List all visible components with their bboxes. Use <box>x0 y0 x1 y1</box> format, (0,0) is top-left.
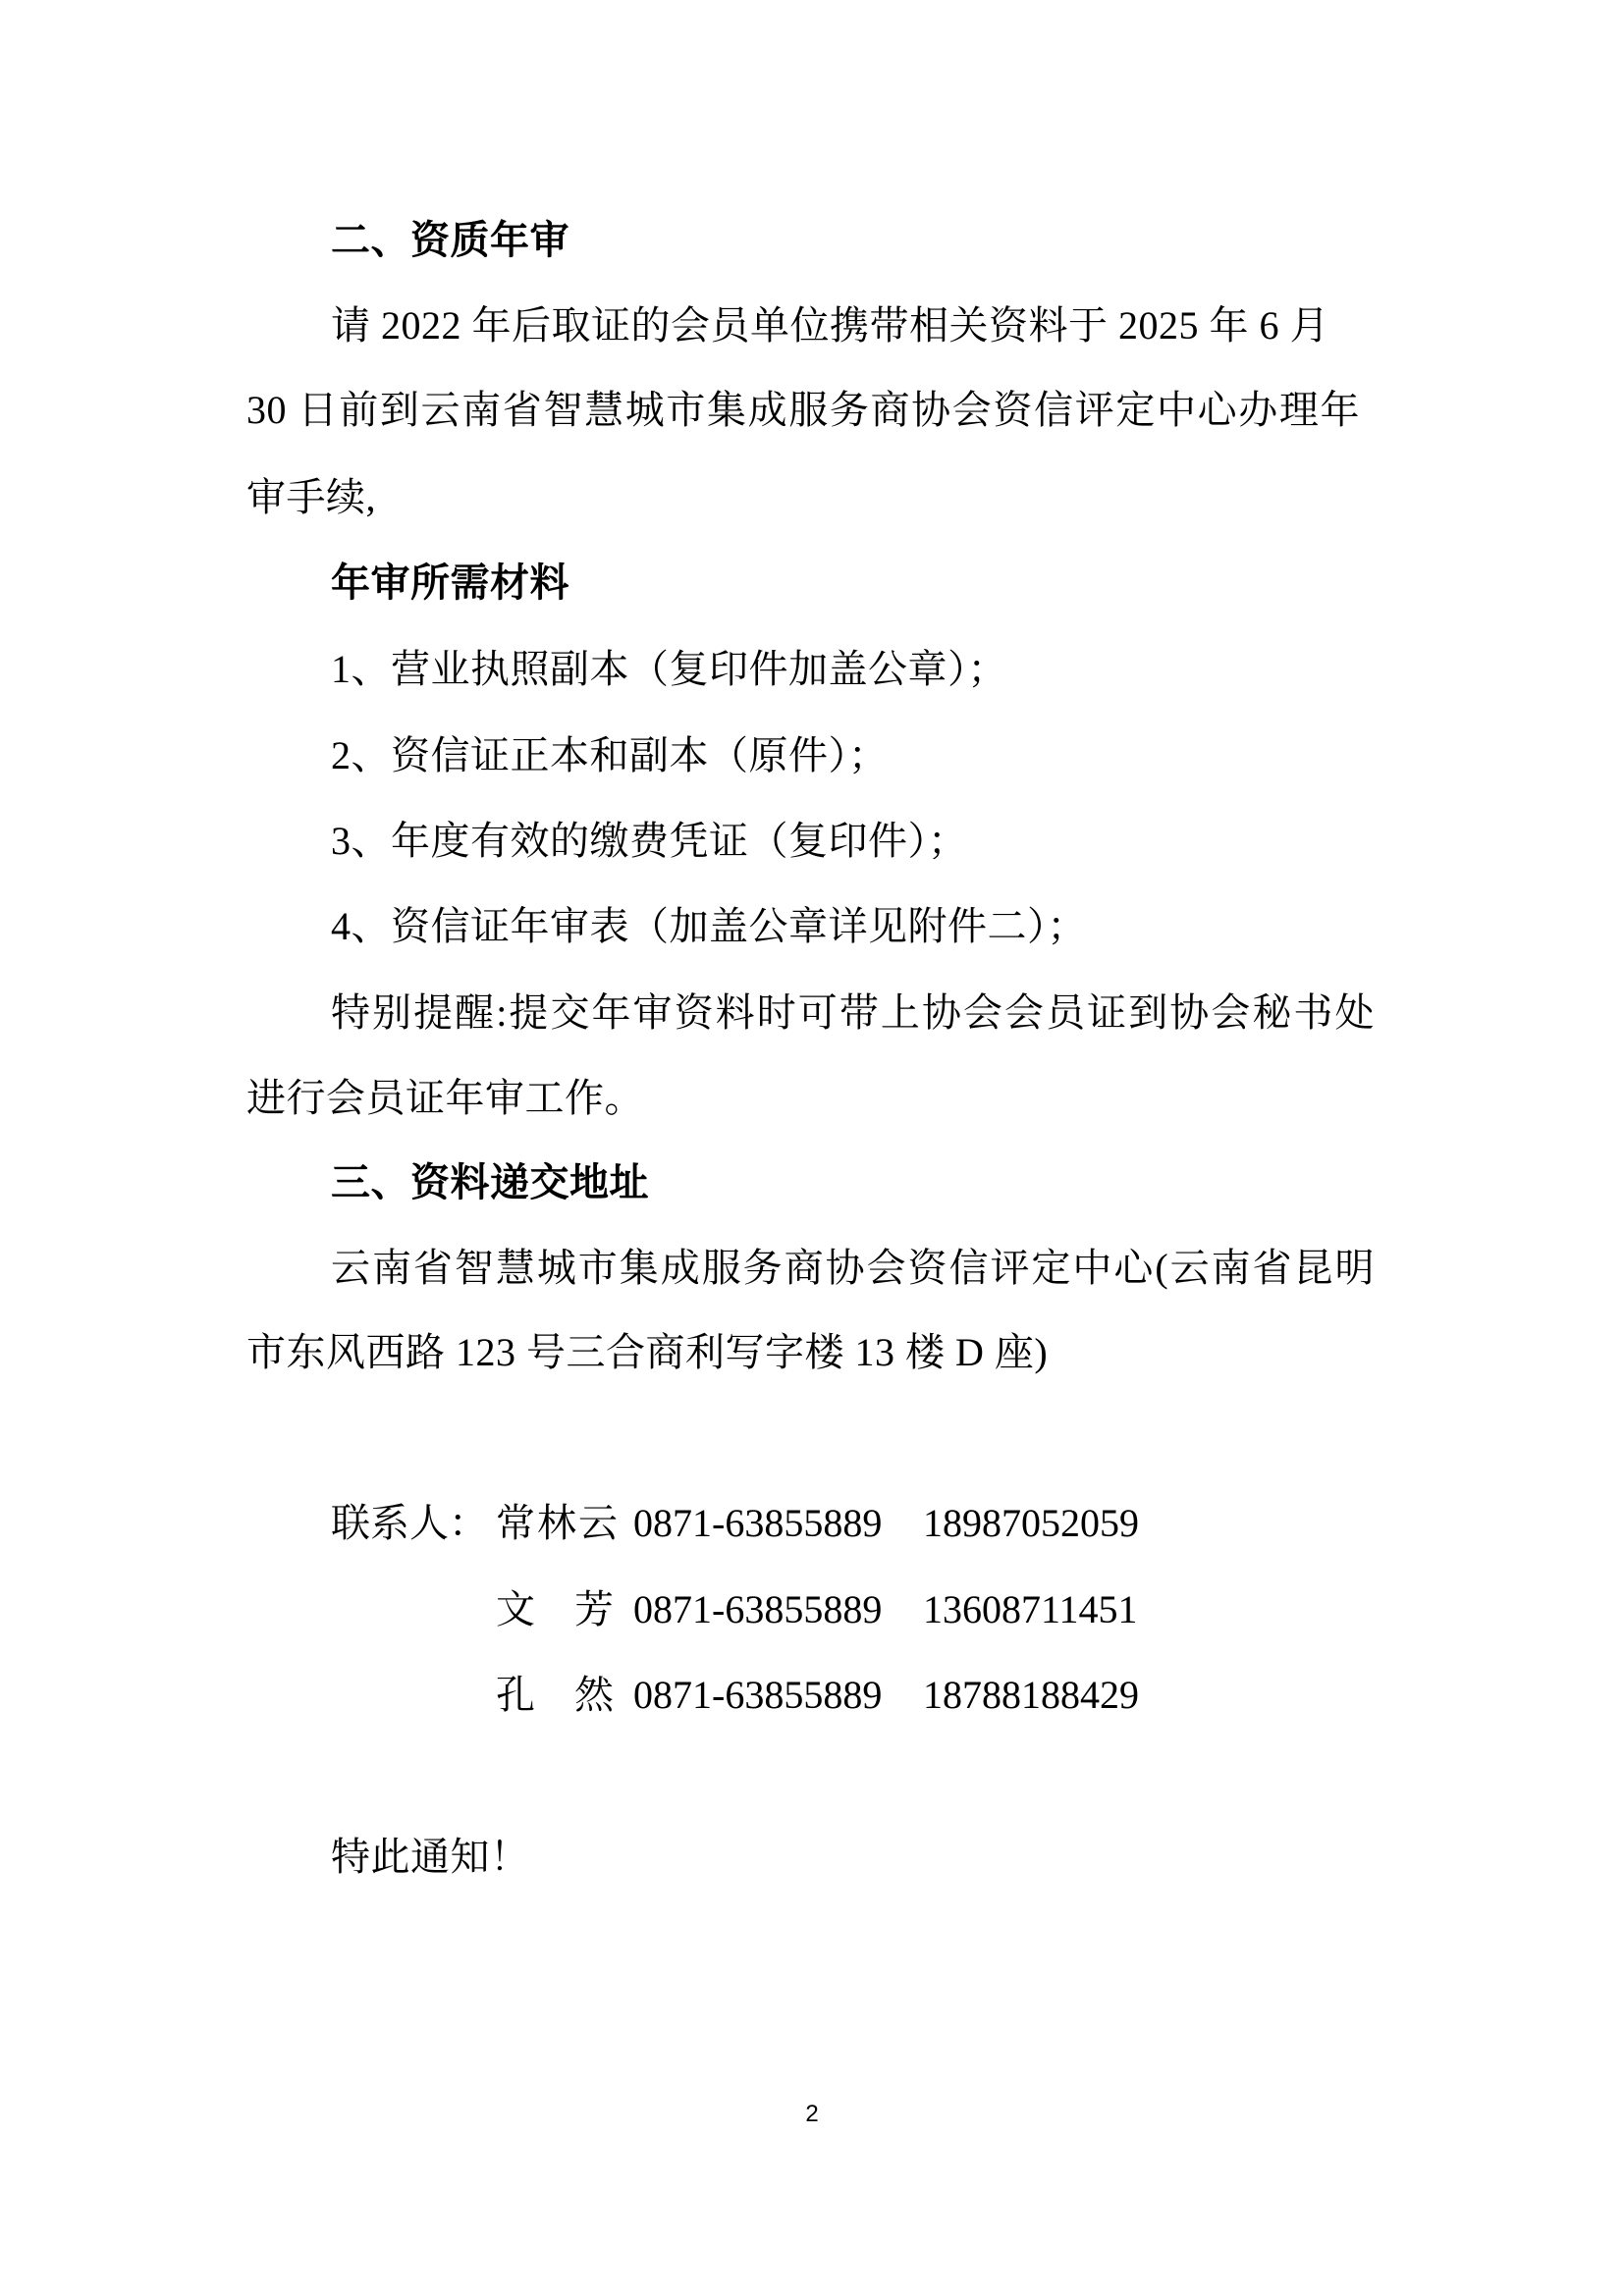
contact-mobile: 18788188429 <box>923 1673 1139 1717</box>
section-heading-submission-address: 三、资料递交地址 <box>331 1160 649 1204</box>
special-reminder-line: 特别提醒:提交年审资料时可带上协会会员证到协会秘书处 <box>331 991 1375 1035</box>
special-reminder-line: 进行会员证年审工作。 <box>246 1076 644 1120</box>
paragraph-line: 审手续, <box>246 475 376 519</box>
page-number: 2 <box>805 2101 819 2127</box>
section-heading-qualification-review: 二、资质年审 <box>331 218 569 262</box>
contact-name: 常林云 <box>496 1501 618 1545</box>
materials-heading: 年审所需材料 <box>331 561 569 605</box>
contact-name: 文 芳 <box>496 1587 614 1631</box>
address-line: 云南省智慧城市集成服务商协会资信评定中心(云南省昆明 <box>331 1247 1375 1290</box>
paragraph-line: 请 2022 年后取证的会员单位携带相关资料于 2025 年 6 月 <box>331 303 1329 347</box>
contact-name: 孔 然 <box>496 1673 614 1717</box>
materials-list-item: 2、资信证正本和副本（原件）； <box>331 733 889 777</box>
paragraph-line: 30 日前到云南省智慧城市集成服务商协会资信评定中心办理年 <box>246 389 1360 432</box>
contact-landline: 0871-63855889 <box>633 1673 883 1717</box>
address-line: 市东风西路 123 号三合商利写字楼 13 楼 D 座) <box>246 1330 1049 1374</box>
contact-mobile: 18987052059 <box>923 1501 1139 1545</box>
contact-landline: 0871-63855889 <box>633 1501 883 1545</box>
materials-list-item: 3、年度有效的缴费凭证（复印件）； <box>331 819 968 863</box>
contacts-label: 联系人： <box>331 1501 488 1545</box>
materials-list-item: 1、营业执照副本（复印件加盖公章）； <box>331 647 1007 691</box>
closing-remark: 特此通知！ <box>331 1835 530 1879</box>
materials-list-item: 4、资信证年审表（加盖公章详见附件二）； <box>331 904 1087 948</box>
contact-landline: 0871-63855889 <box>633 1587 883 1631</box>
contact-mobile: 13608711451 <box>923 1587 1138 1631</box>
